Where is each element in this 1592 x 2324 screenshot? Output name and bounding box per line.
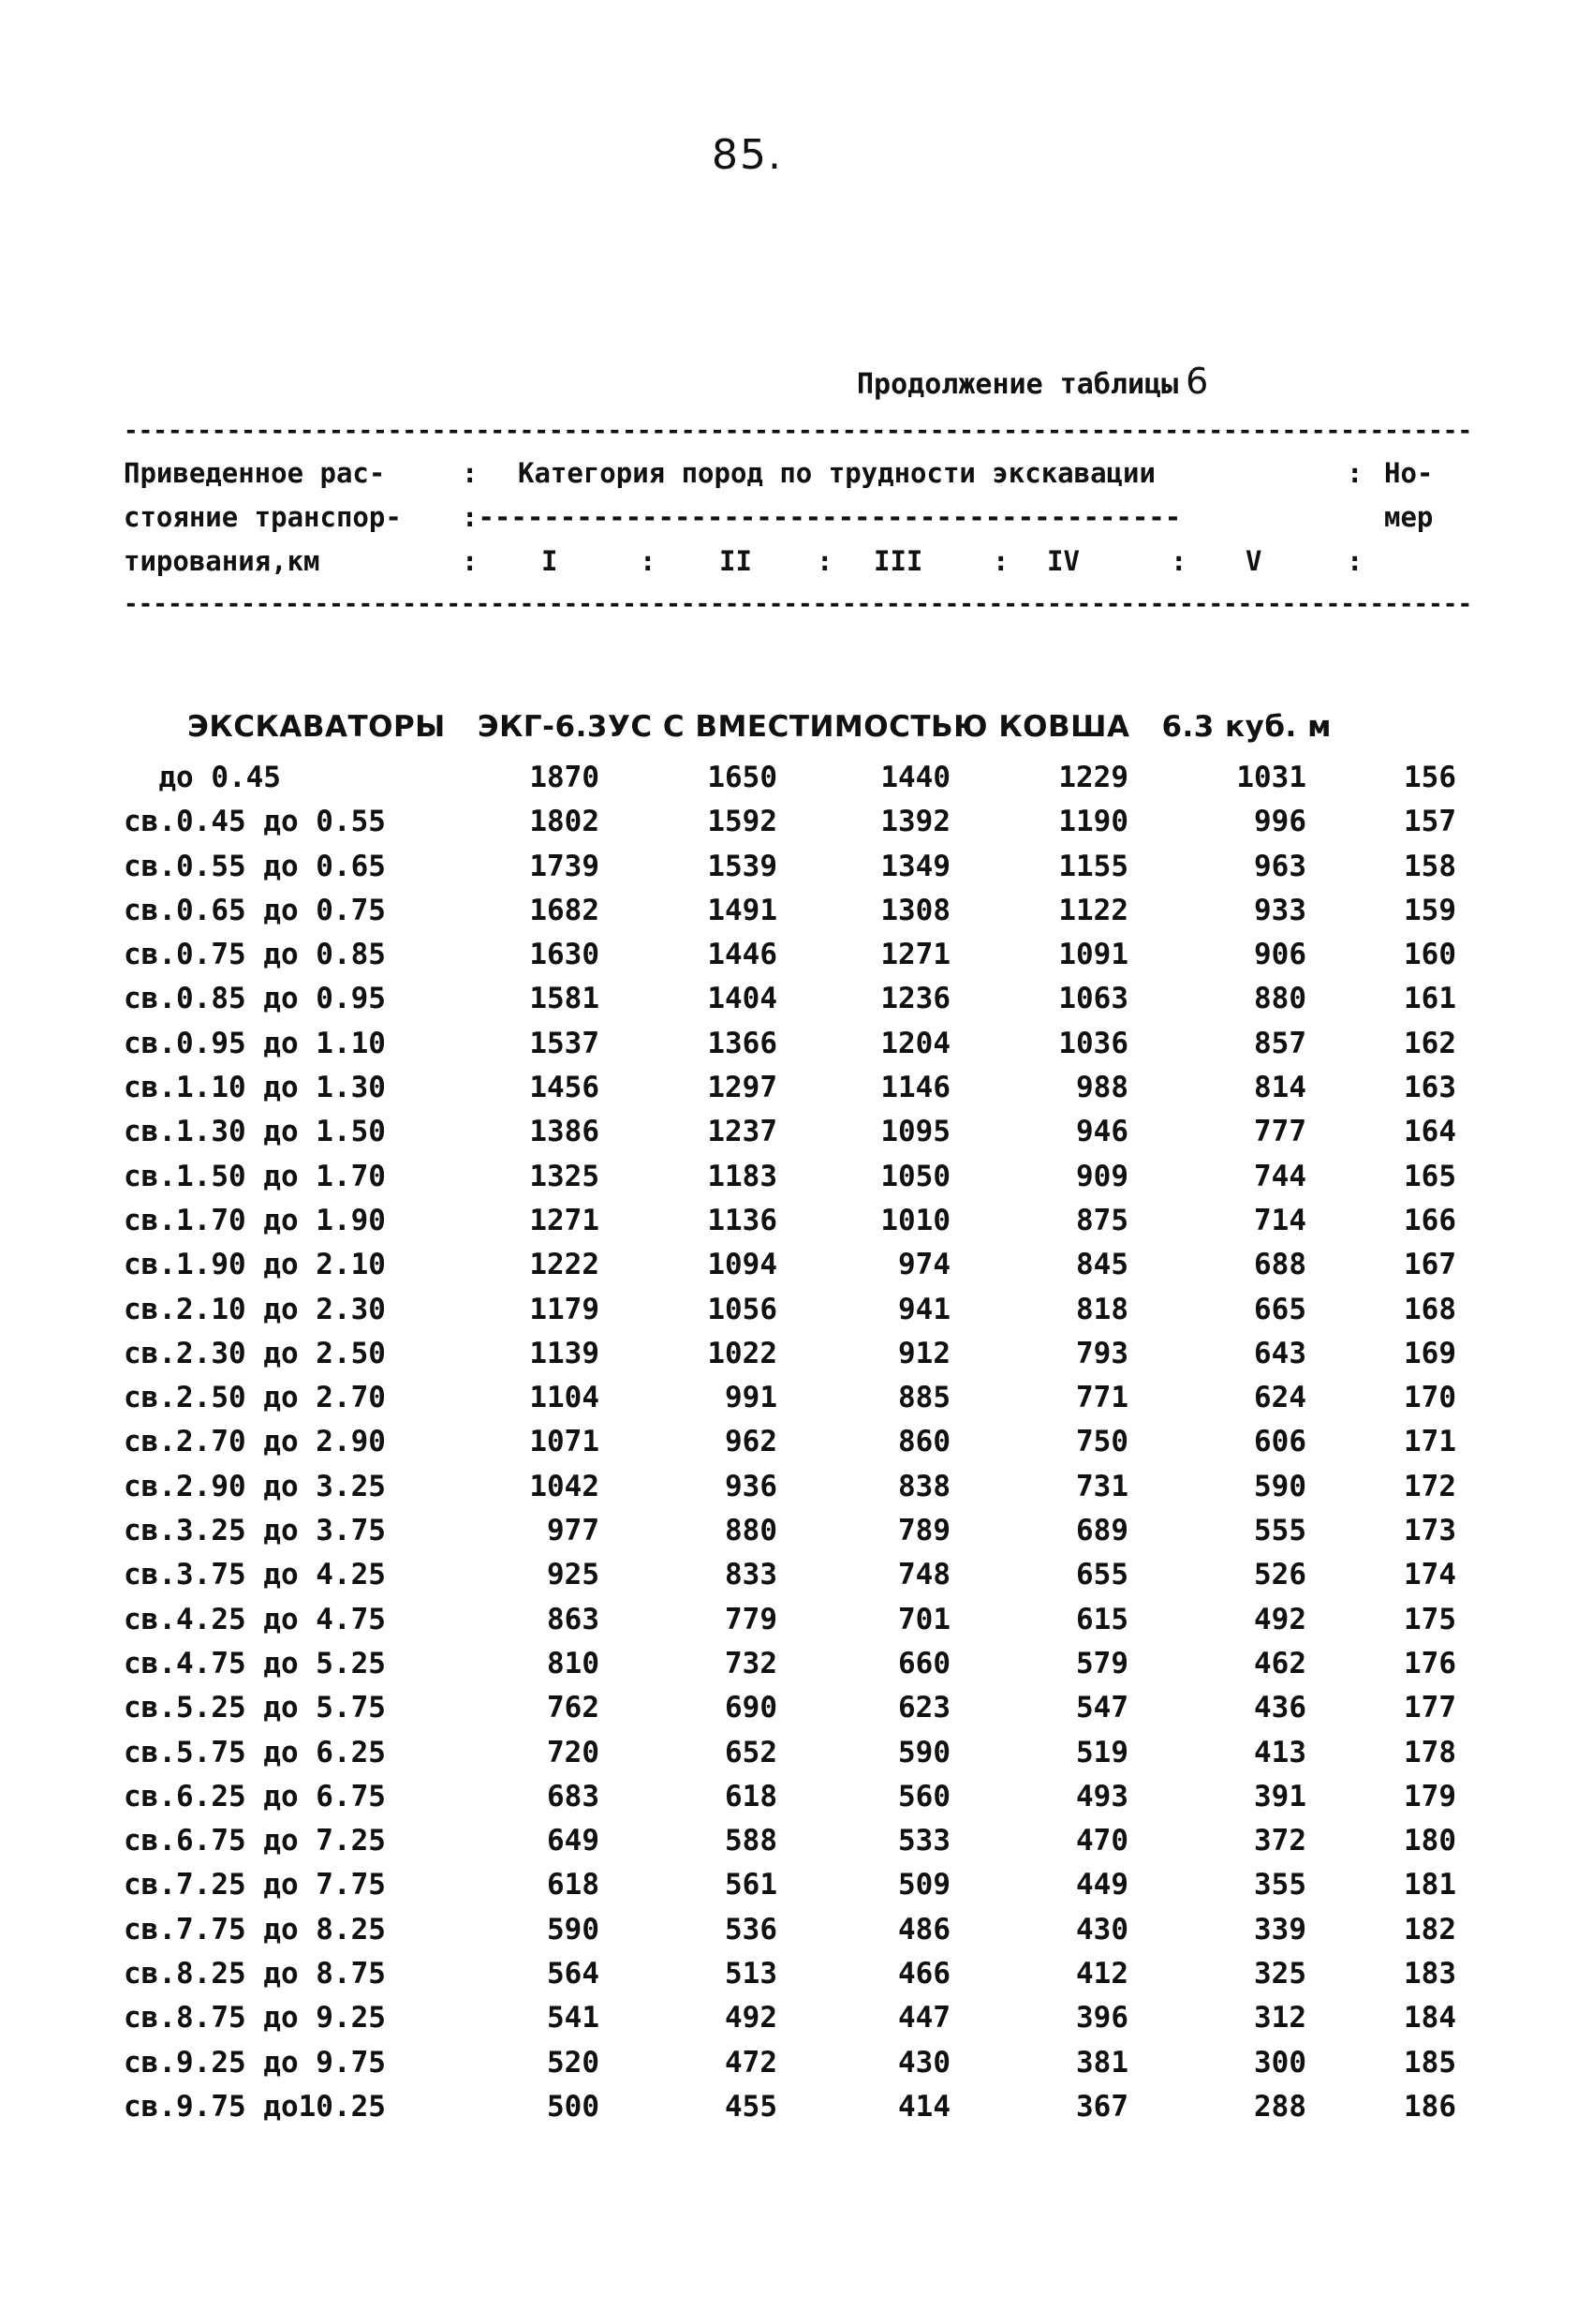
category-i-cell: 1581: [529, 982, 599, 1016]
category-iv-cell: 1155: [1058, 849, 1128, 883]
row-number-cell: 164: [1404, 1115, 1456, 1149]
distance-cell: св.8.75 до 9.25: [124, 2001, 386, 2035]
row-number-cell: 159: [1404, 893, 1456, 927]
section-title-part3: 6.3 куб. м: [1161, 710, 1332, 744]
row-number-cell: 167: [1404, 1248, 1456, 1282]
category-v-cell: 606: [1254, 1425, 1306, 1459]
category-iv-cell: 367: [1076, 2089, 1128, 2124]
header-separator: :: [462, 457, 479, 489]
row-number-cell: 173: [1404, 1514, 1456, 1548]
category-i-cell: 541: [547, 2001, 599, 2035]
category-iii-cell: 885: [898, 1381, 951, 1415]
distance-cell: св.8.25 до 8.75: [124, 1957, 386, 1991]
category-i-cell: 1325: [529, 1159, 599, 1193]
category-v-cell: 744: [1254, 1159, 1306, 1193]
category-iv-cell: 519: [1076, 1735, 1128, 1769]
table-row: [0, 1864, 1592, 1908]
category-i-cell: 1739: [529, 849, 599, 883]
row-number-cell: 168: [1404, 1292, 1456, 1326]
header-col-distance-line1: Приведенное рас-: [124, 457, 386, 489]
category-iv-cell: 1229: [1058, 761, 1128, 794]
distance-cell: св.1.50 до 1.70: [124, 1159, 386, 1193]
category-v-cell: 462: [1254, 1646, 1306, 1680]
category-ii-cell: 1136: [707, 1203, 777, 1237]
category-iv-cell: 1091: [1058, 938, 1128, 972]
distance-cell: св.2.30 до 2.50: [124, 1336, 386, 1370]
row-number-cell: 179: [1404, 1779, 1456, 1813]
category-iv-cell: 615: [1076, 1602, 1128, 1636]
distance-cell: св.0.85 до 0.95: [124, 982, 386, 1016]
header-category-rule: :-------------------------------------------: [462, 501, 1182, 533]
category-v-cell: 526: [1254, 1558, 1306, 1592]
category-ii-cell: 492: [725, 2001, 777, 2035]
category-i-cell: 863: [547, 1602, 599, 1636]
header-separator: :: [993, 545, 1010, 577]
category-ii-cell: 1366: [707, 1026, 777, 1060]
category-ii-cell: 1446: [707, 938, 777, 972]
header-category-ii: II: [719, 545, 752, 577]
category-iii-cell: 701: [898, 1602, 951, 1636]
header-top-rule: [124, 419, 1472, 437]
category-iv-cell: 412: [1076, 1957, 1128, 1991]
header-bottom-rule: [124, 592, 1472, 611]
row-number-cell: 163: [1404, 1071, 1456, 1105]
category-iv-cell: 731: [1076, 1469, 1128, 1503]
table-row: [0, 1554, 1592, 1598]
header-separator: :: [640, 545, 656, 577]
category-v-cell: 312: [1254, 2001, 1306, 2035]
distance-cell: св.1.90 до 2.10: [124, 1248, 386, 1282]
row-number-cell: 162: [1404, 1026, 1456, 1060]
category-i-cell: 1071: [529, 1425, 599, 1459]
category-iii-cell: 912: [898, 1336, 951, 1370]
category-v-cell: 325: [1254, 1957, 1306, 1991]
category-ii-cell: 779: [725, 1602, 777, 1636]
table-row: [0, 1643, 1592, 1687]
row-number-cell: 174: [1404, 1558, 1456, 1592]
category-iv-cell: 818: [1076, 1292, 1128, 1326]
category-iv-cell: 655: [1076, 1558, 1128, 1592]
distance-cell: св.9.75 до10.25: [124, 2089, 386, 2124]
category-v-cell: 391: [1254, 1779, 1306, 1813]
row-number-cell: 177: [1404, 1691, 1456, 1725]
category-iv-cell: 750: [1076, 1425, 1128, 1459]
category-ii-cell: 732: [725, 1646, 777, 1680]
category-iii-cell: 1010: [880, 1203, 951, 1237]
category-ii-cell: 936: [725, 1469, 777, 1503]
category-iv-cell: 771: [1076, 1381, 1128, 1415]
row-number-cell: 172: [1404, 1469, 1456, 1503]
category-v-cell: 857: [1254, 1026, 1306, 1060]
category-iii-cell: 1095: [880, 1115, 951, 1149]
row-number-cell: 160: [1404, 938, 1456, 972]
category-iv-cell: 988: [1076, 1071, 1128, 1105]
row-number-cell: 170: [1404, 1381, 1456, 1415]
category-ii-cell: 833: [725, 1558, 777, 1592]
table-row: [0, 1023, 1592, 1067]
distance-cell: св.0.95 до 1.10: [124, 1026, 386, 1060]
category-ii-cell: 1022: [707, 1336, 777, 1370]
category-iii-cell: 486: [898, 1912, 951, 1947]
distance-cell: св.4.75 до 5.25: [124, 1646, 386, 1680]
category-i-cell: 683: [547, 1779, 599, 1813]
category-iii-cell: 1440: [880, 761, 951, 794]
distance-cell: св.7.25 до 7.75: [124, 1868, 386, 1902]
category-ii-cell: 1650: [707, 761, 777, 794]
category-iv-cell: 845: [1076, 1248, 1128, 1282]
section-title-part1: ЭКСКАВАТОРЫ: [187, 710, 446, 744]
table-row: [0, 1997, 1592, 2041]
table-row: [0, 801, 1592, 845]
category-ii-cell: 536: [725, 1912, 777, 1947]
data-table-body: [0, 757, 1592, 2130]
category-i-cell: 649: [547, 1824, 599, 1858]
table-row: [0, 1510, 1592, 1554]
category-iv-cell: 381: [1076, 2045, 1128, 2080]
category-v-cell: 688: [1254, 1248, 1306, 1282]
category-v-cell: 492: [1254, 1602, 1306, 1636]
row-number-cell: 183: [1404, 1957, 1456, 1991]
header-category-iii: III: [874, 545, 923, 577]
category-ii-cell: 880: [725, 1514, 777, 1548]
category-iv-cell: 793: [1076, 1336, 1128, 1370]
category-ii-cell: 1404: [707, 982, 777, 1016]
category-i-cell: 500: [547, 2089, 599, 2124]
table-row: [0, 757, 1592, 801]
table-row: [0, 2042, 1592, 2086]
table-row: [0, 1067, 1592, 1111]
row-number-cell: 158: [1404, 849, 1456, 883]
category-ii-cell: 1183: [707, 1159, 777, 1193]
row-number-cell: 180: [1404, 1824, 1456, 1858]
category-iii-cell: 1271: [880, 938, 951, 972]
category-iii-cell: 1308: [880, 893, 951, 927]
row-number-cell: 176: [1404, 1646, 1456, 1680]
table-row: [0, 1421, 1592, 1465]
distance-cell: св.7.75 до 8.25: [124, 1912, 386, 1947]
distance-cell: св.3.75 до 4.25: [124, 1558, 386, 1592]
category-i-cell: 618: [547, 1868, 599, 1902]
row-number-cell: 171: [1404, 1425, 1456, 1459]
category-iv-cell: 689: [1076, 1514, 1128, 1548]
table-row: [0, 2086, 1592, 2130]
table-row: [0, 1244, 1592, 1288]
row-number-cell: 156: [1404, 761, 1456, 794]
table-row: [0, 1732, 1592, 1776]
row-number-cell: 157: [1404, 805, 1456, 839]
category-iii-cell: 414: [898, 2089, 951, 2124]
caption-table-number: 6: [1186, 361, 1209, 402]
category-iii-cell: 430: [898, 2045, 951, 2080]
category-i-cell: 520: [547, 2045, 599, 2080]
distance-cell: св.1.30 до 1.50: [124, 1115, 386, 1149]
table-row: [0, 1156, 1592, 1200]
table-row: [0, 1111, 1592, 1155]
distance-cell: св.1.10 до 1.30: [124, 1071, 386, 1105]
distance-cell: св.0.55 до 0.65: [124, 849, 386, 883]
row-number-cell: 182: [1404, 1912, 1456, 1947]
category-ii-cell: 1539: [707, 849, 777, 883]
category-v-cell: 963: [1254, 849, 1306, 883]
distance-cell: св.2.10 до 2.30: [124, 1292, 386, 1326]
distance-cell: св.9.25 до 9.75: [124, 2045, 386, 2080]
header-separator: :: [817, 545, 833, 577]
category-v-cell: 590: [1254, 1469, 1306, 1503]
table-row: [0, 846, 1592, 890]
row-number-cell: 175: [1404, 1602, 1456, 1636]
header-col-distance-line2: стояние транспор-: [124, 501, 402, 533]
category-iii-cell: 860: [898, 1425, 951, 1459]
header-separator: :: [1171, 545, 1187, 577]
category-iii-cell: 533: [898, 1824, 951, 1858]
category-iv-cell: 493: [1076, 1779, 1128, 1813]
category-i-cell: 762: [547, 1691, 599, 1725]
category-ii-cell: 455: [725, 2089, 777, 2124]
category-iv-cell: 1122: [1058, 893, 1128, 927]
category-iv-cell: 449: [1076, 1868, 1128, 1902]
category-ii-cell: 1592: [707, 805, 777, 839]
distance-cell: св.0.45 до 0.55: [124, 805, 386, 839]
distance-cell: до 0.45: [124, 761, 281, 794]
category-iv-cell: 909: [1076, 1159, 1128, 1193]
distance-cell: св.6.25 до 6.75: [124, 1779, 386, 1813]
category-ii-cell: 652: [725, 1735, 777, 1769]
category-iii-cell: 1050: [880, 1159, 951, 1193]
category-v-cell: 906: [1254, 938, 1306, 972]
row-number-cell: 181: [1404, 1868, 1456, 1902]
category-iv-cell: 470: [1076, 1824, 1128, 1858]
category-i-cell: 1179: [529, 1292, 599, 1326]
distance-cell: св.0.75 до 0.85: [124, 938, 386, 972]
row-number-cell: 178: [1404, 1735, 1456, 1769]
category-v-cell: 624: [1254, 1381, 1306, 1415]
category-iv-cell: 430: [1076, 1912, 1128, 1947]
category-v-cell: 933: [1254, 893, 1306, 927]
table-row: [0, 1820, 1592, 1864]
category-ii-cell: 1297: [707, 1071, 777, 1105]
row-number-cell: 184: [1404, 2001, 1456, 2035]
category-i-cell: 1386: [529, 1115, 599, 1149]
distance-cell: св.0.65 до 0.75: [124, 893, 386, 927]
table-row: [0, 978, 1592, 1022]
page-number: 85.: [712, 131, 783, 179]
row-number-cell: 186: [1404, 2089, 1456, 2124]
category-iii-cell: 1204: [880, 1026, 951, 1060]
table-row: [0, 890, 1592, 934]
table-row: [0, 1687, 1592, 1731]
category-iii-cell: 560: [898, 1779, 951, 1813]
category-iv-cell: 1063: [1058, 982, 1128, 1016]
category-iv-cell: 946: [1076, 1115, 1128, 1149]
category-i-cell: 1630: [529, 938, 599, 972]
section-title-part2: ЭКГ-6.3УС С ВМЕСТИМОСТЬЮ КОВША: [477, 710, 1130, 744]
category-v-cell: 777: [1254, 1115, 1306, 1149]
header-col-number-line2: мер: [1384, 501, 1434, 533]
table-row: [0, 1200, 1592, 1244]
distance-cell: св.4.25 до 4.75: [124, 1602, 386, 1636]
category-iii-cell: 1236: [880, 982, 951, 1016]
row-number-cell: 161: [1404, 982, 1456, 1016]
category-iv-cell: 875: [1076, 1203, 1128, 1237]
category-iv-cell: 579: [1076, 1646, 1128, 1680]
category-iii-cell: 660: [898, 1646, 951, 1680]
distance-cell: св.6.75 до 7.25: [124, 1824, 386, 1858]
category-v-cell: 665: [1254, 1292, 1306, 1326]
category-v-cell: 339: [1254, 1912, 1306, 1947]
distance-cell: св.2.50 до 2.70: [124, 1381, 386, 1415]
distance-cell: св.5.25 до 5.75: [124, 1691, 386, 1725]
category-i-cell: 720: [547, 1735, 599, 1769]
header-col-number-line1: Но-: [1384, 457, 1434, 489]
category-i-cell: 1802: [529, 805, 599, 839]
category-v-cell: 714: [1254, 1203, 1306, 1237]
row-number-cell: 165: [1404, 1159, 1456, 1193]
category-iii-cell: 974: [898, 1248, 951, 1282]
category-i-cell: 1139: [529, 1336, 599, 1370]
category-ii-cell: 690: [725, 1691, 777, 1725]
category-ii-cell: 1056: [707, 1292, 777, 1326]
category-iv-cell: 1036: [1058, 1026, 1128, 1060]
category-i-cell: 1222: [529, 1248, 599, 1282]
category-i-cell: 977: [547, 1514, 599, 1548]
category-ii-cell: 618: [725, 1779, 777, 1813]
row-number-cell: 169: [1404, 1336, 1456, 1370]
category-iii-cell: 1392: [880, 805, 951, 839]
category-i-cell: 590: [547, 1912, 599, 1947]
table-row: [0, 1953, 1592, 1997]
header-category-i: I: [541, 545, 558, 577]
category-iii-cell: 590: [898, 1735, 951, 1769]
table-row: [0, 1776, 1592, 1820]
category-v-cell: 372: [1254, 1824, 1306, 1858]
row-number-cell: 166: [1404, 1203, 1456, 1237]
category-i-cell: 1870: [529, 761, 599, 794]
header-category-iv: IV: [1047, 545, 1080, 577]
category-i-cell: 1042: [529, 1469, 599, 1503]
category-iii-cell: 748: [898, 1558, 951, 1592]
distance-cell: св.1.70 до 1.90: [124, 1203, 386, 1237]
category-v-cell: 300: [1254, 2045, 1306, 2080]
category-ii-cell: 472: [725, 2045, 777, 2080]
category-i-cell: 1682: [529, 893, 599, 927]
category-ii-cell: 991: [725, 1381, 777, 1415]
table-row: [0, 934, 1592, 978]
distance-cell: св.2.70 до 2.90: [124, 1425, 386, 1459]
category-i-cell: 810: [547, 1646, 599, 1680]
table-row: [0, 1599, 1592, 1643]
category-v-cell: 436: [1254, 1691, 1306, 1725]
row-number-cell: 185: [1404, 2045, 1456, 2080]
category-v-cell: 555: [1254, 1514, 1306, 1548]
category-iii-cell: 466: [898, 1957, 951, 1991]
category-v-cell: 643: [1254, 1336, 1306, 1370]
category-ii-cell: 1491: [707, 893, 777, 927]
category-iii-cell: 941: [898, 1292, 951, 1326]
category-v-cell: 288: [1254, 2089, 1306, 2124]
category-i-cell: 1537: [529, 1026, 599, 1060]
table-row: [0, 1909, 1592, 1953]
category-i-cell: 1456: [529, 1071, 599, 1105]
distance-cell: св.2.90 до 3.25: [124, 1469, 386, 1503]
category-ii-cell: 1094: [707, 1248, 777, 1282]
category-iii-cell: 447: [898, 2001, 951, 2035]
table-caption: [857, 361, 1208, 402]
header-separator: :: [462, 545, 479, 577]
category-v-cell: 413: [1254, 1735, 1306, 1769]
category-iii-cell: 838: [898, 1469, 951, 1503]
category-iii-cell: 623: [898, 1691, 951, 1725]
category-v-cell: 1031: [1236, 761, 1306, 794]
header-separator: :: [1347, 545, 1364, 577]
category-iv-cell: 547: [1076, 1691, 1128, 1725]
category-v-cell: 814: [1254, 1071, 1306, 1105]
category-v-cell: 355: [1254, 1868, 1306, 1902]
category-ii-cell: 588: [725, 1824, 777, 1858]
category-iv-cell: 396: [1076, 2001, 1128, 2035]
category-i-cell: 925: [547, 1558, 599, 1592]
header-separator: :: [1347, 457, 1364, 489]
category-ii-cell: 1237: [707, 1115, 777, 1149]
header-category-title: Категория пород по трудности экскавации: [518, 457, 1156, 489]
category-ii-cell: 561: [725, 1868, 777, 1902]
distance-cell: св.5.75 до 6.25: [124, 1735, 386, 1769]
category-i-cell: 1271: [529, 1203, 599, 1237]
header-col-distance-line3: тирования,км: [124, 545, 320, 577]
category-iv-cell: 1190: [1058, 805, 1128, 839]
caption-text: Продолжение таблицы: [857, 368, 1179, 401]
category-iii-cell: 1146: [880, 1071, 951, 1105]
table-row: [0, 1289, 1592, 1333]
category-iii-cell: 1349: [880, 849, 951, 883]
category-v-cell: 880: [1254, 982, 1306, 1016]
distance-cell: св.3.25 до 3.75: [124, 1514, 386, 1548]
category-i-cell: 564: [547, 1957, 599, 1991]
category-i-cell: 1104: [529, 1381, 599, 1415]
table-row: [0, 1333, 1592, 1377]
category-ii-cell: 962: [725, 1425, 777, 1459]
header-category-v: V: [1246, 545, 1262, 577]
category-iii-cell: 789: [898, 1514, 951, 1548]
table-row: [0, 1377, 1592, 1421]
table-row: [0, 1466, 1592, 1510]
category-iii-cell: 509: [898, 1868, 951, 1902]
category-v-cell: 996: [1254, 805, 1306, 839]
category-ii-cell: 513: [725, 1957, 777, 1991]
